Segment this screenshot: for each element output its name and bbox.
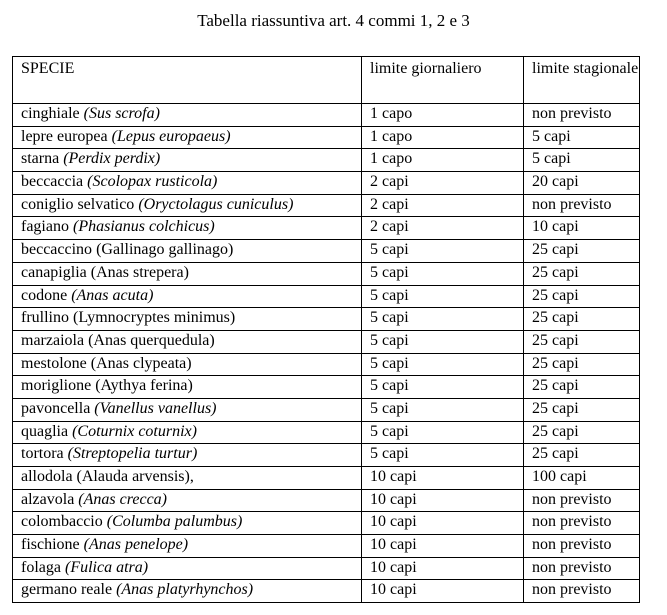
species-cell [13, 421, 362, 444]
seasonal-limit-cell: 5 capi [524, 149, 640, 172]
table-row [13, 240, 640, 263]
table-row [13, 580, 640, 603]
species-cell [13, 535, 362, 558]
species-cell [13, 126, 362, 149]
daily-limit-cell: 10 capi [362, 535, 524, 558]
table-body [13, 104, 640, 603]
species-latin-name: (Anas penelope) [83, 536, 189, 554]
species-common-name: pavoncella [21, 399, 95, 417]
species-latin-name: (Lymnocryptes minimus) [73, 309, 236, 327]
daily-limit-cell: 10 capi [362, 580, 524, 603]
table-header-row [13, 57, 640, 104]
species-common-name: canapiglia [21, 263, 91, 281]
daily-limit-cell: 10 capi [362, 489, 524, 512]
species-latin-name: (Anas clypeata) [90, 354, 192, 372]
seasonal-limit-cell: non previsto [524, 194, 640, 217]
table-row [13, 330, 640, 353]
species-cell [13, 444, 362, 467]
species-cell [13, 240, 362, 263]
species-common-name: mestolone [21, 354, 91, 372]
table-row [13, 308, 640, 331]
species-cell [13, 580, 362, 603]
species-cell [13, 194, 362, 217]
species-latin-name: (Lepus europaeus) [111, 127, 231, 145]
seasonal-limit-cell: 25 capi [524, 376, 640, 399]
species-common-name: fischione [21, 536, 84, 554]
species-latin-name: (Anas platyrhynchos) [116, 581, 254, 599]
daily-limit-cell: 1 capo [362, 104, 524, 127]
seasonal-limit-cell: 25 capi [524, 285, 640, 308]
daily-limit-cell: 5 capi [362, 240, 524, 263]
seasonal-limit-cell: 100 capi [524, 467, 640, 490]
seasonal-limit-cell: 25 capi [524, 398, 640, 421]
species-common-name: marzaiola [21, 331, 89, 349]
species-cell [13, 149, 362, 172]
table-row [13, 376, 640, 399]
species-cell [13, 104, 362, 127]
species-cell [13, 172, 362, 195]
seasonal-limit-cell: 25 capi [524, 262, 640, 285]
seasonal-limit-cell: non previsto [524, 104, 640, 127]
species-common-name: beccaccino [21, 241, 97, 259]
seasonal-limit-cell: non previsto [524, 535, 640, 558]
species-common-name: starna [21, 150, 64, 168]
table-row [13, 172, 640, 195]
seasonal-limit-cell: non previsto [524, 489, 640, 512]
species-common-name: cinghiale [21, 105, 84, 122]
species-latin-name: (Phasianus colchicus) [72, 218, 215, 236]
species-cell [13, 217, 362, 240]
table-row [13, 512, 640, 535]
table-row [13, 126, 640, 149]
table-row [13, 104, 640, 127]
species-latin-name: (Coturnix coturnix) [72, 422, 197, 440]
species-common-name: moriglione [21, 377, 96, 395]
table-row [13, 489, 640, 512]
species-latin-name: (Scolopax rusticola) [87, 173, 218, 191]
species-common-name: folaga [21, 558, 65, 576]
seasonal-limit-cell: 5 capi [524, 126, 640, 149]
species-cell [13, 330, 362, 353]
species-latin-name: (Streptopelia turtur) [67, 445, 198, 463]
species-latin-name: (Perdix perdix) [63, 150, 161, 168]
daily-limit-cell: 1 capo [362, 149, 524, 172]
daily-limit-cell: 5 capi [362, 308, 524, 331]
species-cell [13, 285, 362, 308]
species-cell [13, 398, 362, 421]
seasonal-limit-cell: non previsto [524, 580, 640, 603]
species-latin-name: (Anas acuta) [71, 286, 154, 304]
species-latin-name: (Columba palumbus) [106, 513, 243, 531]
table-row [13, 398, 640, 421]
species-common-name: tortora [21, 445, 68, 463]
daily-limit-cell: 10 capi [362, 512, 524, 535]
daily-limit-cell: 5 capi [362, 376, 524, 399]
table-row [13, 444, 640, 467]
header-seasonal-limit: limite stagionale [524, 57, 640, 104]
document-title: Tabella riassuntiva art. 4 commi 1, 2 e 3 [197, 11, 470, 30]
species-common-name: allodola [21, 468, 77, 485]
species-common-name: beccaccia [21, 173, 88, 191]
species-cell [13, 489, 362, 512]
species-cell [13, 262, 362, 285]
species-common-name: fagiano [21, 218, 73, 236]
species-latin-name: (Alauda arvensis), [76, 468, 194, 485]
header-daily-limit: limite giornaliero [362, 57, 524, 104]
seasonal-limit-cell: 25 capi [524, 240, 640, 263]
seasonal-limit-cell: 25 capi [524, 444, 640, 467]
daily-limit-cell: 5 capi [362, 285, 524, 308]
species-common-name: quaglia [21, 422, 73, 440]
species-common-name: frullino [21, 309, 73, 327]
summary-table [12, 56, 640, 603]
seasonal-limit-cell: 10 capi [524, 217, 640, 240]
daily-limit-cell: 5 capi [362, 444, 524, 467]
species-latin-name: (Vanellus vanellus) [94, 399, 217, 417]
seasonal-limit-cell: non previsto [524, 557, 640, 580]
daily-limit-cell: 5 capi [362, 262, 524, 285]
species-latin-name: (Anas crecca) [78, 490, 167, 508]
table-row [13, 149, 640, 172]
seasonal-limit-cell: non previsto [524, 512, 640, 535]
daily-limit-cell: 10 capi [362, 557, 524, 580]
species-common-name: coniglio selvatico [21, 195, 139, 213]
table-row [13, 262, 640, 285]
species-latin-name: (Aythya ferina) [95, 377, 193, 395]
species-latin-name: (Anas querquedula) [88, 331, 215, 349]
table-row [13, 467, 640, 490]
species-common-name: alzavola [21, 490, 79, 508]
daily-limit-cell: 1 capo [362, 126, 524, 149]
daily-limit-cell: 2 capi [362, 217, 524, 240]
species-common-name: codone [21, 286, 72, 304]
species-cell [13, 557, 362, 580]
daily-limit-cell: 5 capi [362, 330, 524, 353]
daily-limit-cell: 5 capi [362, 398, 524, 421]
daily-limit-cell: 5 capi [362, 353, 524, 376]
daily-limit-cell: 2 capi [362, 172, 524, 195]
table-row [13, 421, 640, 444]
species-cell [13, 376, 362, 399]
species-cell [13, 308, 362, 331]
daily-limit-cell: 10 capi [362, 467, 524, 490]
table-row [13, 353, 640, 376]
table-row [13, 285, 640, 308]
daily-limit-cell: 5 capi [362, 421, 524, 444]
daily-limit-cell: 2 capi [362, 194, 524, 217]
species-cell [13, 512, 362, 535]
species-latin-name: (Fulica atra) [64, 558, 149, 576]
seasonal-limit-cell: 25 capi [524, 308, 640, 331]
species-latin-name: (Sus scrofa) [83, 105, 160, 122]
species-common-name: germano reale [21, 581, 117, 599]
species-cell [13, 353, 362, 376]
species-common-name: lepre europea [21, 127, 112, 145]
species-latin-name: (Anas strepera) [90, 263, 189, 281]
species-latin-name: (Oryctolagus cuniculus) [138, 195, 294, 213]
seasonal-limit-cell: 25 capi [524, 330, 640, 353]
header-species: SPECIE [13, 57, 362, 104]
species-common-name: colombaccio [21, 513, 107, 531]
table-row [13, 557, 640, 580]
species-latin-name: (Gallinago gallinago) [96, 241, 234, 259]
table-row [13, 535, 640, 558]
seasonal-limit-cell: 20 capi [524, 172, 640, 195]
table-row [13, 217, 640, 240]
seasonal-limit-cell: 25 capi [524, 421, 640, 444]
seasonal-limit-cell: 25 capi [524, 353, 640, 376]
table-row [13, 194, 640, 217]
species-cell [13, 467, 362, 490]
